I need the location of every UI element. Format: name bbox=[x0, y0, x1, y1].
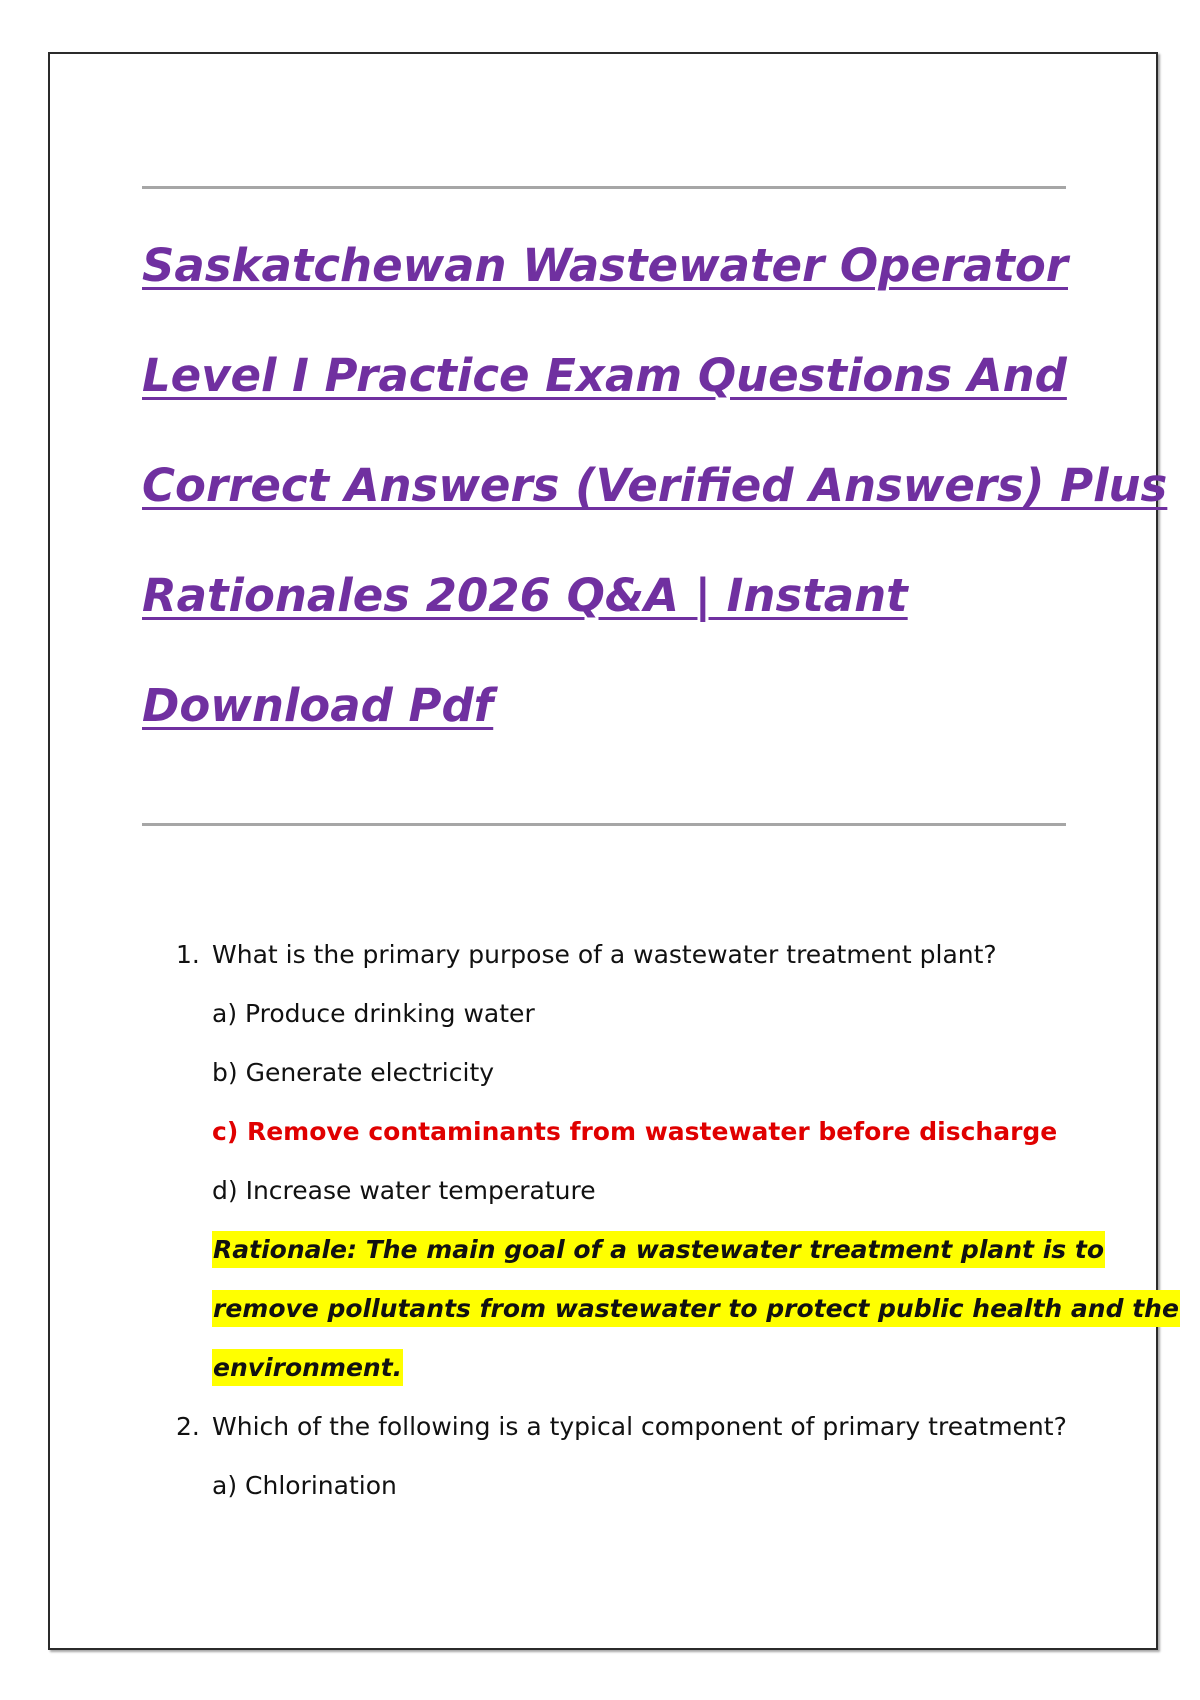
option-d: d) Increase water temperature bbox=[212, 1176, 596, 1205]
option-a: a) Chlorination bbox=[212, 1471, 397, 1500]
title-line-text: Rationales 2026 Q&A | Instant bbox=[142, 569, 908, 622]
title-line bbox=[142, 446, 1168, 556]
question-number: 2. bbox=[176, 1412, 200, 1441]
question-2 bbox=[176, 1402, 1076, 1461]
rationale-line bbox=[176, 1343, 1076, 1402]
question-number: 1. bbox=[176, 940, 200, 969]
title-line-text: Correct Answers (Verified Answers) Plus bbox=[142, 459, 1168, 512]
rationale-text: Rationale: The main goal of a wastewater treatment plant is to bbox=[212, 1231, 1105, 1268]
title-line bbox=[142, 336, 1082, 446]
title-line bbox=[142, 556, 1082, 666]
question-text: What is the primary purpose of a wastewater treatment plant? bbox=[212, 940, 997, 969]
question-list bbox=[176, 930, 1179, 1520]
question-1 bbox=[176, 930, 1076, 989]
option-c-correct-answer: c) Remove contaminants from wastewater before discharge bbox=[212, 1117, 1058, 1146]
rationale-text: environment. bbox=[212, 1349, 403, 1386]
title-line-text: Saskatchewan Wastewater Operator bbox=[142, 239, 1068, 292]
rationale-text: remove pollutants from wastewater to protect public health and the bbox=[212, 1290, 1180, 1327]
question-text: Which of the following is a typical component of primary treatment? bbox=[212, 1412, 1067, 1441]
option-a: a) Produce drinking water bbox=[212, 999, 535, 1028]
bottom-divider bbox=[142, 823, 1066, 826]
title-line-text: Download Pdf bbox=[142, 679, 494, 732]
rationale-line bbox=[176, 1284, 1179, 1343]
rationale-line bbox=[176, 1225, 1104, 1284]
title-line bbox=[142, 226, 1082, 336]
top-divider bbox=[142, 186, 1066, 189]
title-line bbox=[142, 666, 1082, 776]
title-line-text: Level I Practice Exam Questions And bbox=[142, 349, 1067, 402]
document-title bbox=[142, 226, 1168, 776]
option-b: b) Generate electricity bbox=[212, 1058, 495, 1087]
